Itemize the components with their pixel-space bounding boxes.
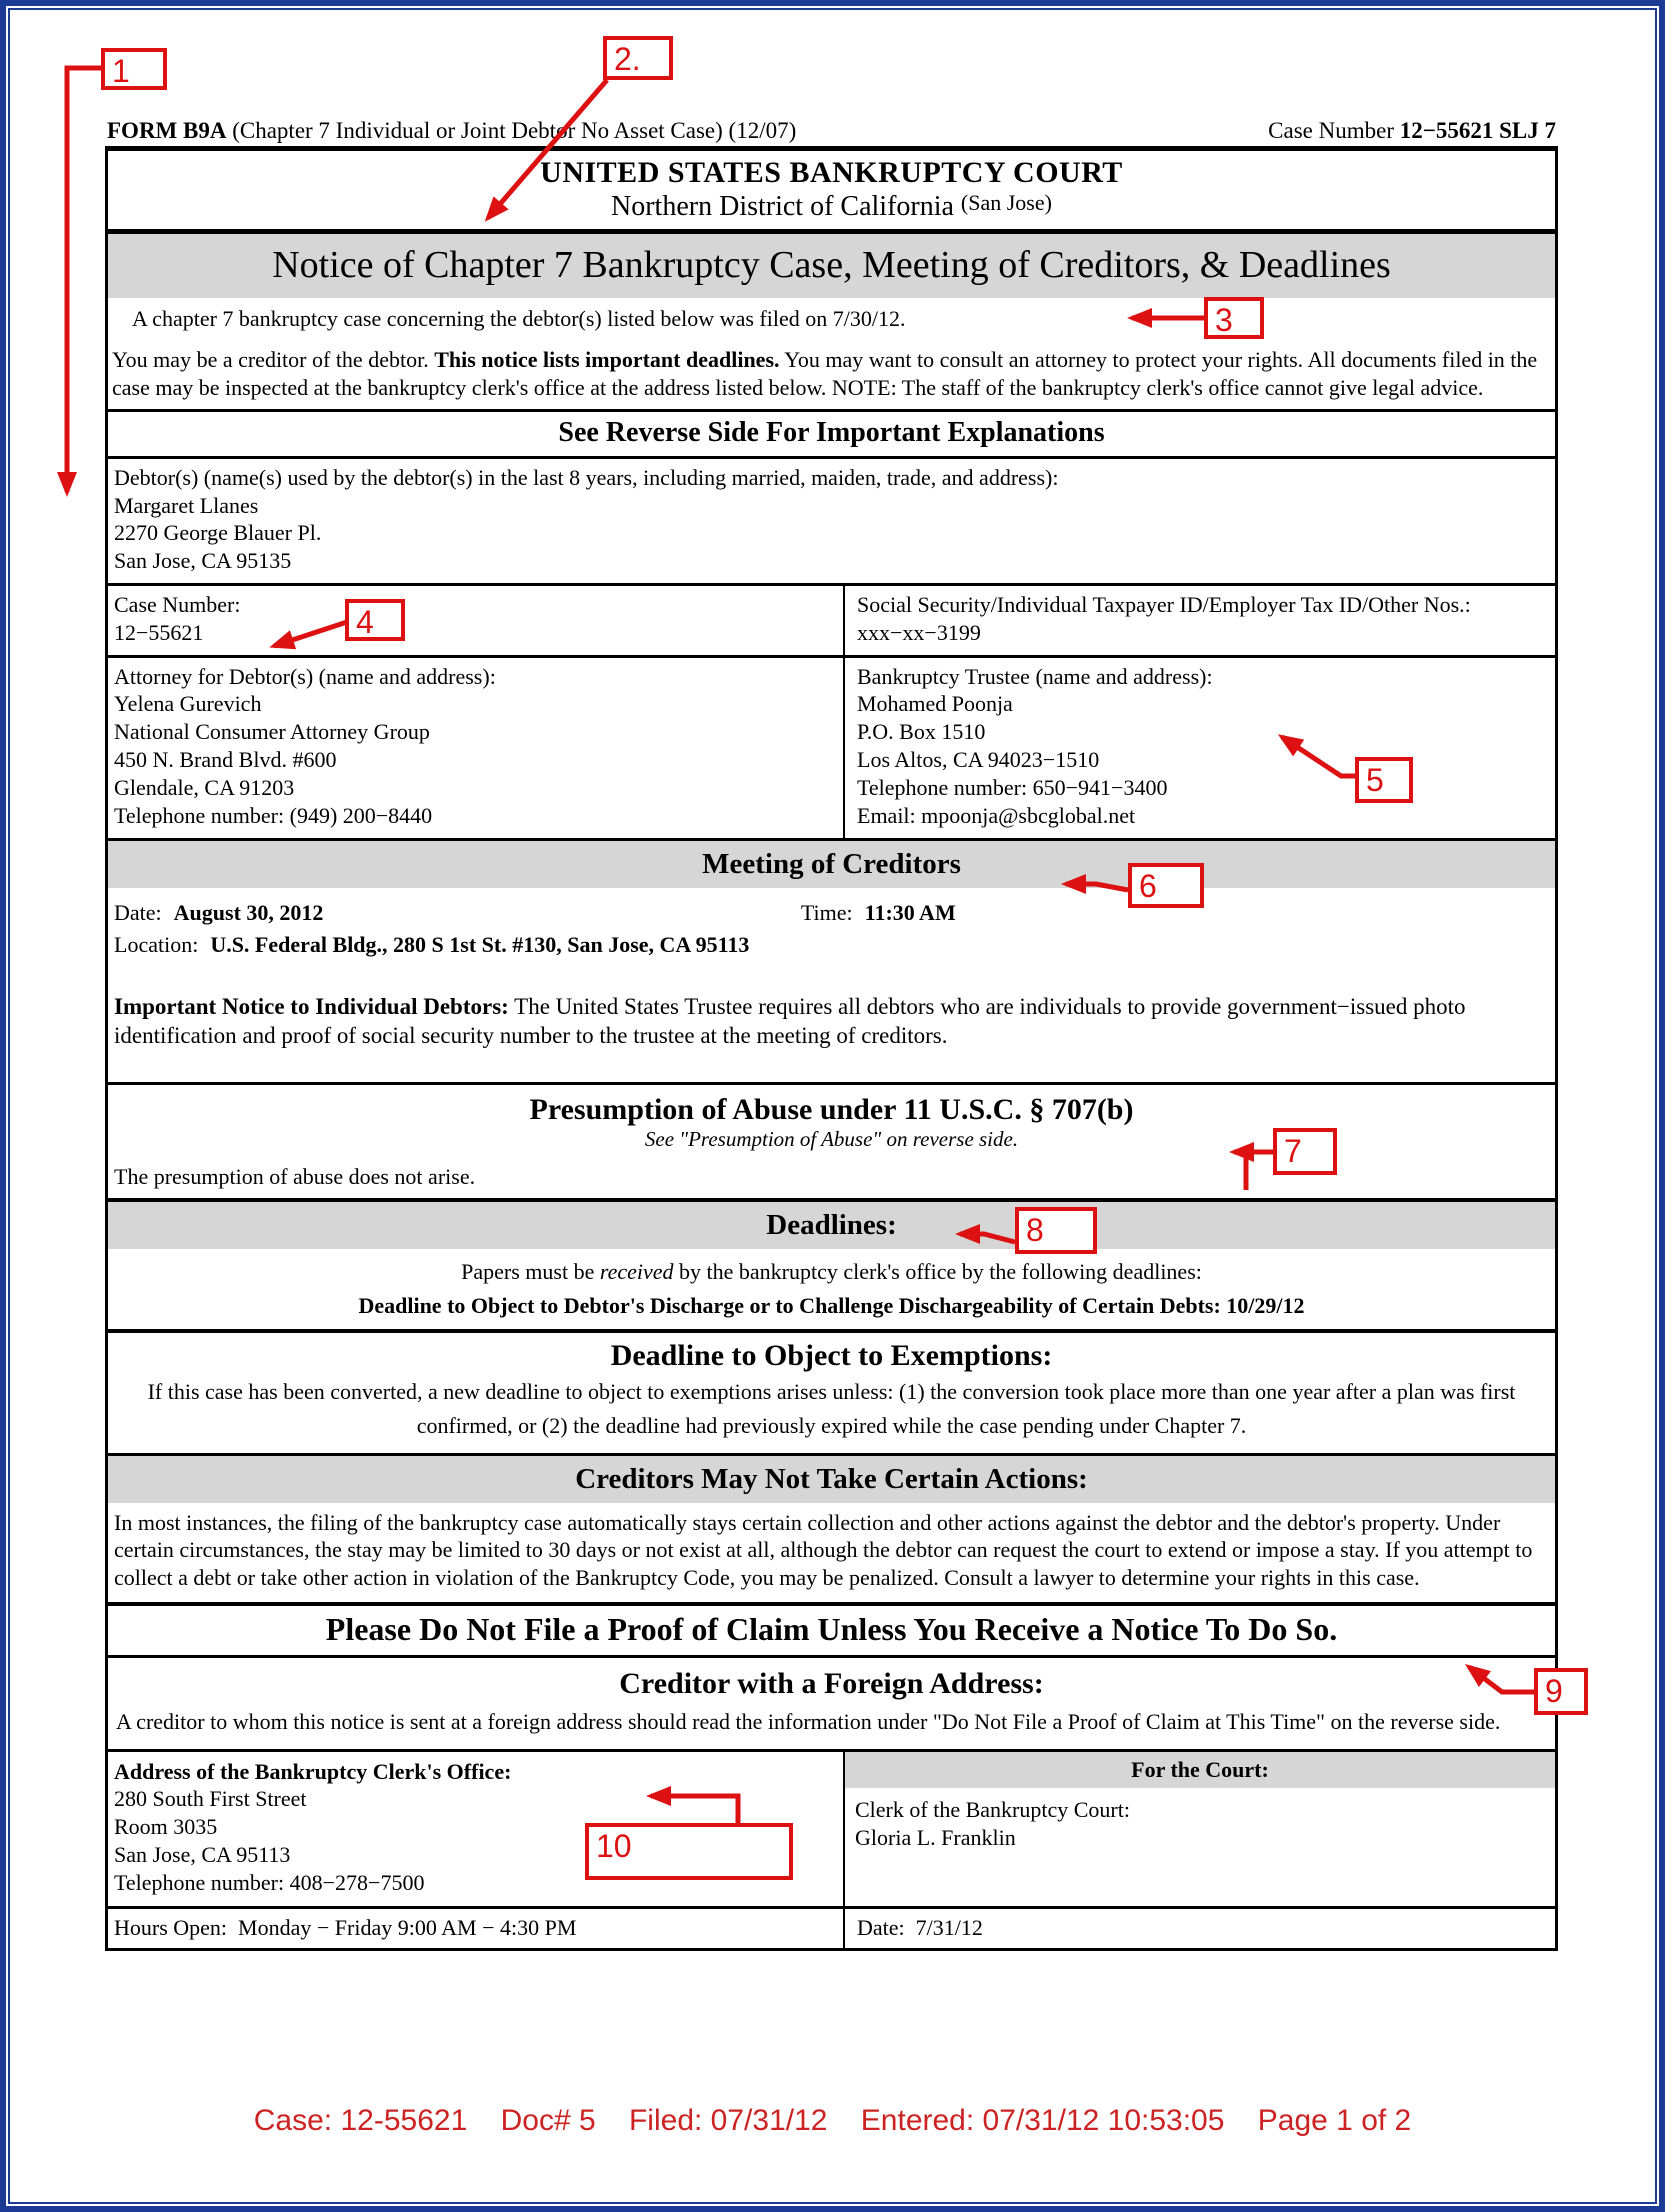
- filed-line: A chapter 7 bankruptcy case concerning the debtor(s) listed below was filed on 7/30/12.: [132, 306, 906, 331]
- form-id: [107, 118, 796, 144]
- creditor-actions-header-bar: Creditors May Not Take Certain Actions:: [108, 1456, 1555, 1503]
- foreign-address-section: [108, 1655, 1555, 1749]
- attorney-cell: [108, 658, 845, 838]
- form-desc: (Chapter 7 Individual or Joint Debtor No Asset Case) (12/07): [226, 118, 797, 143]
- annotation-label-4: 4: [356, 604, 374, 640]
- annotation-label-6: 6: [1139, 868, 1157, 904]
- trustee-cell: [845, 658, 1555, 838]
- annotation-box-4: [345, 599, 405, 641]
- pacer-footer: Case: 12-55621 Doc# 5 Filed: 07/31/12 Entered: 07/31/12 10:53:05 Page 1 of 2: [253, 2104, 1412, 2137]
- meeting-details: [108, 888, 1555, 1082]
- meeting-date: [114, 900, 801, 926]
- annotation-box-8: [1015, 1207, 1097, 1254]
- hours-value: Monday − Friday 9:00 AM − 4:30 PM: [238, 1914, 577, 1940]
- annotation-label-8: 8: [1026, 1212, 1044, 1248]
- ssn-cell: [845, 586, 1555, 655]
- district-division: (San Jose): [960, 190, 1052, 215]
- clerk-address-1: 280 South First Street: [114, 1786, 307, 1812]
- arrow-1: [67, 68, 101, 492]
- notice-text: The United States Trustee requires all debtors who are individuals to provide government−issued photo identification and proof of social security number to the trustee at the meeting of creditors.: [114, 993, 1466, 1049]
- case-number-cell: [108, 586, 845, 655]
- attorney-firm: National Consumer Attorney Group: [114, 719, 430, 745]
- for-the-court-cell: [845, 1752, 1555, 1906]
- annotation-box-7: [1273, 1128, 1337, 1175]
- exemptions-header: Deadline to Object to Exemptions:: [610, 1338, 1053, 1372]
- debtor-label: Debtor(s) (name(s) used by the debtor(s) in the last 8 years, including married, maiden, trade, and address):: [114, 465, 1059, 491]
- court-clerk-signature: [845, 1788, 1555, 1861]
- annotation-label-7: 7: [1284, 1133, 1302, 1169]
- notice-title-bar: Notice of Chapter 7 Bankruptcy Case, Meeting of Creditors, & Deadlines: [108, 234, 1555, 298]
- court-district: [108, 190, 1555, 223]
- deadlines-section: [108, 1198, 1555, 1319]
- trustee-phone: Telephone number: 650−941−3400: [857, 774, 1168, 800]
- annotation-box-3: [1204, 297, 1264, 339]
- debtor-address-2: San Jose, CA 95135: [114, 547, 292, 573]
- intro-bold: This notice lists important deadlines.: [434, 347, 780, 372]
- proof-of-claim-line: Please Do Not File a Proof of Claim Unless You Receive a Notice To Do So.: [108, 1602, 1555, 1655]
- annotation-box-6: [1128, 863, 1204, 908]
- foreign-address-body: A creditor to whom this notice is sent at a foreign address should read the information under "Do Not File a Proof of Claim at This Time" on the reverse side.: [116, 1708, 1501, 1734]
- presumption-header: Presumption of Abuse under 11 U.S.C. § 707(b): [529, 1092, 1134, 1126]
- debtor-block: [108, 456, 1555, 583]
- court-header: [108, 151, 1555, 229]
- deadlines-intro-line: [108, 1259, 1555, 1285]
- hours-open-cell: [108, 1909, 845, 1948]
- case-number-value: 12−55621 SLJ 7: [1399, 118, 1556, 143]
- clerk-office-label: Address of the Bankruptcy Clerk's Office:: [114, 1758, 512, 1784]
- ssn-label: Social Security/Individual Taxpayer ID/Employer Tax ID/Other Nos.:: [857, 592, 1471, 617]
- clerk-phone: Telephone number: 408−278−7500: [114, 1869, 425, 1895]
- ssn-value: xxx−xx−3199: [857, 619, 981, 645]
- annotation-label-1: 1: [112, 53, 130, 89]
- annotation-box-9: [1534, 1668, 1588, 1715]
- deadlines-italic: received: [599, 1258, 674, 1284]
- case-number-label: Case Number: [1268, 118, 1400, 143]
- meeting-date-time-row: [114, 900, 1545, 926]
- presumption-subheader: See "Presumption of Abuse" on reverse side.: [644, 1126, 1019, 1151]
- date-cell: [845, 1909, 1555, 1948]
- creditor-actions-section: [108, 1453, 1555, 1602]
- deadlines-header-bar: Deadlines:: [108, 1202, 1555, 1249]
- meeting-time-label: Time:: [800, 899, 853, 925]
- creditor-actions-body: In most instances, the filing of the bankruptcy case automatically stays certain collection and other actions against the debtor and the debtor's property. Under certain circumstances, the stay may be limited to 30 days or not exist at all, although the debtor can request the court to extend or impose a stay. If you attempt to collect a debt or take other action in violation of the Bankruptcy Code, you may be penalized. Consult a lawyer to determine your rights in this case.: [114, 1509, 1533, 1591]
- court-name: UNITED STATES BANKRUPTCY COURT: [540, 156, 1123, 189]
- case-number-header: [1268, 118, 1556, 144]
- attorney-phone: Telephone number: (949) 200−8440: [114, 802, 433, 828]
- intro-post: You may want to consult an attorney to protect your rights. All documents filed in the case may be inspected at the bankruptcy clerk's office at the address listed below. NOTE: The staff of the bankruptcy clerk's office cannot give legal advice.: [112, 347, 1538, 400]
- form-table: [105, 146, 1558, 1951]
- district-name: Northern District of California: [611, 191, 961, 222]
- debtor-address-1: 2270 George Blauer Pl.: [114, 520, 322, 546]
- hours-label: Hours Open:: [114, 1914, 228, 1940]
- meeting-section: [108, 838, 1555, 1082]
- case-ssn-row: [108, 583, 1555, 655]
- intro-paragraph: [108, 346, 1555, 409]
- court-clerk-name: Gloria L. Franklin: [855, 1825, 1016, 1851]
- clerk-address-2: Room 3035: [114, 1814, 218, 1840]
- attorney-label: Attorney for Debtor(s) (name and address):: [114, 663, 496, 689]
- annotation-label-2: 2.: [614, 41, 641, 77]
- deadlines-post: by the bankruptcy clerk's office by the following deadlines:: [673, 1258, 1202, 1284]
- deadlines-pre: Papers must be: [461, 1258, 600, 1284]
- meeting-header-bar: Meeting of Creditors: [108, 841, 1555, 888]
- exemptions-body: If this case has been converted, a new deadline to object to exemptions arises unless: (1) the conversion took place more than one year after a plan was first confirmed, or (2) the deadline had previously expired while the case pending under Chapter 7.: [147, 1378, 1516, 1438]
- form-b9a: [105, 118, 1558, 1951]
- trustee-address-1: P.O. Box 1510: [857, 719, 986, 745]
- clerk-court-row: [108, 1749, 1555, 1906]
- annotation-box-5: [1355, 757, 1413, 803]
- case-cell-value: 12−55621: [114, 619, 204, 645]
- meeting-date-value: August 30, 2012: [173, 899, 324, 925]
- presumption-section: [108, 1082, 1555, 1198]
- notice-bold: Important Notice to Individual Debtors:: [114, 993, 509, 1019]
- meeting-time-value: 11:30 AM: [864, 899, 956, 925]
- court-clerk-title: Clerk of the Bankruptcy Court:: [855, 1796, 1130, 1822]
- presumption-body: The presumption of abuse does not arise.: [114, 1163, 476, 1189]
- form-label: FORM B9A: [107, 118, 227, 143]
- meeting-time: [801, 900, 956, 926]
- attorney-trustee-row: [108, 655, 1555, 838]
- date-value: 7/31/12: [915, 1914, 983, 1940]
- trustee-label: Bankruptcy Trustee (name and address):: [857, 663, 1213, 689]
- annotation-label-3: 3: [1215, 302, 1233, 338]
- hours-date-row: [108, 1906, 1555, 1948]
- meeting-location: [114, 932, 1545, 958]
- annotation-box-1: [101, 48, 167, 90]
- case-cell-label: Case Number:: [114, 592, 241, 617]
- for-the-court-bar: For the Court:: [845, 1752, 1555, 1788]
- annotation-label-5: 5: [1366, 762, 1384, 798]
- attorney-address-2: Glendale, CA 91203: [114, 774, 295, 800]
- foreign-address-header: Creditor with a Foreign Address:: [619, 1666, 1044, 1700]
- annotation-label-10: 10: [596, 1828, 632, 1864]
- attorney-address-1: 450 N. Brand Blvd. #600: [114, 747, 337, 773]
- notice-section: [108, 229, 1555, 409]
- debtor-name: Margaret Llanes: [114, 492, 259, 518]
- attorney-name: Yelena Gurevich: [114, 691, 262, 717]
- reverse-side-header: See Reverse Side For Important Explanations: [108, 409, 1555, 456]
- annotation-label-9: 9: [1545, 1673, 1563, 1709]
- trustee-email: Email: mpoonja@sbcglobal.net: [857, 802, 1136, 828]
- clerk-address-3: San Jose, CA 95113: [114, 1842, 291, 1868]
- meeting-location-value: U.S. Federal Bldg., 280 S 1st St. #130, San Jose, CA 95113: [210, 931, 750, 957]
- trustee-address-2: Los Altos, CA 94023−1510: [857, 747, 1100, 773]
- individual-debtors-notice: [114, 992, 1545, 1051]
- meeting-date-label: Date:: [114, 899, 162, 925]
- annotation-box-2: [603, 36, 673, 80]
- annotation-box-10: [585, 1823, 793, 1880]
- form-header-line: [105, 118, 1558, 144]
- exemptions-section: [108, 1329, 1555, 1453]
- meeting-location-label: Location:: [114, 931, 199, 957]
- trustee-name: Mohamed Poonja: [857, 691, 1013, 717]
- discharge-deadline-line: Deadline to Object to Debtor's Discharge or to Challenge Dischargeability of Certain Debts: 10/29/12: [358, 1292, 1305, 1318]
- date-label: Date:: [857, 1914, 905, 1940]
- intro-pre: You may be a creditor of the debtor.: [112, 347, 435, 372]
